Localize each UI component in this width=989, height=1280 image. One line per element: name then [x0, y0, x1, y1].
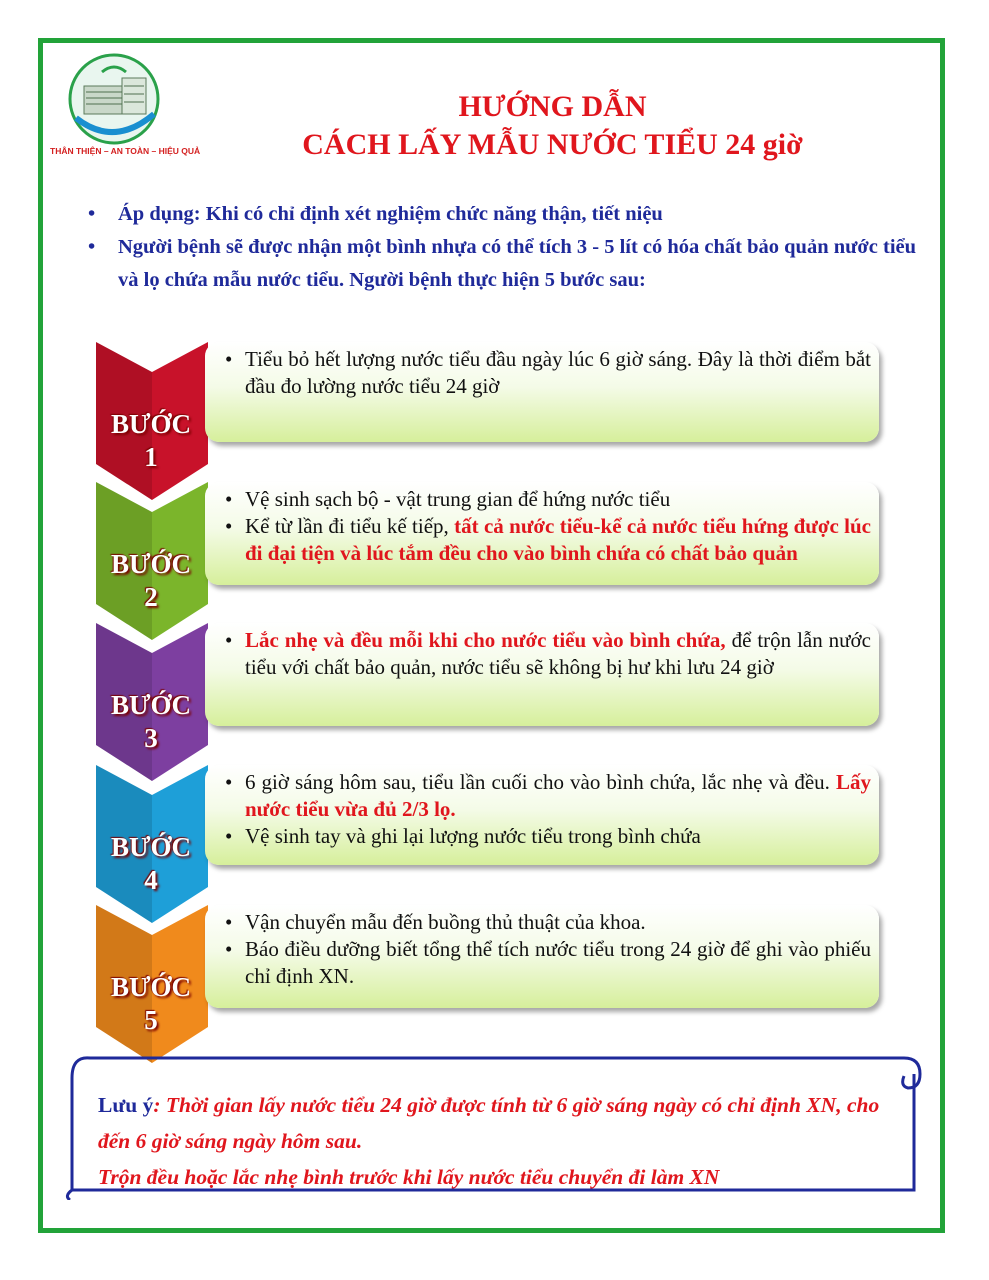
step-instruction-item	[219, 486, 871, 513]
step-label	[96, 831, 206, 897]
step-label-word: BƯỚC	[111, 972, 191, 1002]
step-instruction-box	[205, 765, 879, 865]
step-number: 1	[144, 442, 158, 472]
step-instruction-item	[219, 936, 871, 990]
hospital-logo	[62, 52, 166, 146]
step-instruction-box	[205, 482, 879, 585]
instruction-text: Tiểu bỏ hết lượng nước tiểu đầu ngày lúc 6 giờ sáng. Đây là thời điểm bắt đầu đo lường nước tiểu 24 giờ	[245, 347, 871, 398]
step-instruction-item	[219, 513, 871, 567]
step-label-word: BƯỚC	[111, 409, 191, 439]
instruction-text: Vệ sinh sạch bộ - vật trung gian để hứng nước tiểu	[245, 487, 671, 511]
highlighted-text: tất cả nước tiểu-kể cả nước tiểu hứng được lúc đi đại tiện và lúc tắm đều cho vào bình chứa có chất bảo quản	[245, 514, 872, 565]
highlighted-text: Lắc nhẹ và đều mỗi khi cho nước tiểu vào bình chứa,	[245, 628, 726, 652]
step-instruction-item	[219, 909, 871, 936]
note-line-1: : Thời gian lấy nước tiểu 24 giờ được tính từ 6 giờ sáng ngày có chỉ định XN, cho đến 6 giờ sáng ngày hôm sau.	[98, 1093, 880, 1153]
step-instruction-box	[205, 342, 879, 442]
step-label-word: BƯỚC	[111, 832, 191, 862]
intro-bullet-instructions: • Người bệnh sẽ được nhận một bình nhựa có thể tích 3 - 5 lít có hóa chất bảo quản nước tiểu và lọ chứa mẫu nước tiểu. Người bệnh thực hiện 5 bước sau:	[88, 231, 928, 297]
step-instruction-box	[205, 905, 879, 1008]
title-line-1: HƯỚNG DẪN	[458, 90, 647, 123]
instruction-text: Báo điều dưỡng biết tổng thể tích nước tiểu trong 24 giờ để ghi vào phiếu chỉ định XN.	[245, 937, 871, 988]
intro-bullet-apply: • Áp dụng: Khi có chỉ định xét nghiệm chức năng thận, tiết niệu	[88, 198, 928, 231]
step-number: 4	[144, 865, 158, 895]
instruction-text: Kể từ lần đi tiểu kế tiếp,	[245, 514, 455, 538]
step-label	[96, 548, 206, 614]
step-number: 3	[144, 723, 158, 753]
note-text	[98, 1087, 908, 1195]
title-line-2: CÁCH LẤY MẪU NƯỚC TIỂU 24 giờ	[302, 128, 803, 161]
step-label-word: BƯỚC	[111, 549, 191, 579]
step-label	[96, 689, 206, 755]
step-label-word: BƯỚC	[111, 690, 191, 720]
step-label	[96, 408, 206, 474]
instruction-text: Vệ sinh tay và ghi lại lượng nước tiểu trong bình chứa	[245, 824, 701, 848]
instruction-text: Vận chuyển mẫu đến buồng thủ thuật của khoa.	[245, 910, 646, 934]
step-instruction-item	[219, 769, 871, 823]
note-line-2: Trộn đều hoặc lắc nhẹ bình trước khi lấy nước tiểu chuyển đi làm XN	[98, 1165, 720, 1189]
note-label: Lưu ý	[98, 1093, 154, 1117]
step-instruction-item	[219, 346, 871, 400]
step-number: 5	[144, 1005, 158, 1035]
step-instruction-item	[219, 627, 871, 681]
page-title	[250, 88, 855, 164]
highlighted-text: Lấy nước tiểu vừa đủ 2/3 lọ.	[245, 770, 871, 821]
step-label	[96, 971, 206, 1037]
instruction-text: 6 giờ sáng hôm sau, tiểu lần cuối cho vào bình chứa, lắc nhẹ và đều.	[245, 770, 836, 794]
step-instruction-item	[219, 823, 871, 850]
hospital-motto: THÂN THIỆN – AN TOÀN – HIỆU QUẢ	[50, 146, 201, 156]
intro-section	[88, 198, 928, 297]
instruction-text: để trộn lẫn nước tiểu với chất bảo quản, nước tiểu sẽ không bị hư khi lưu 24 giờ	[245, 628, 871, 679]
step-number: 2	[144, 582, 158, 612]
step-instruction-box	[205, 623, 879, 726]
